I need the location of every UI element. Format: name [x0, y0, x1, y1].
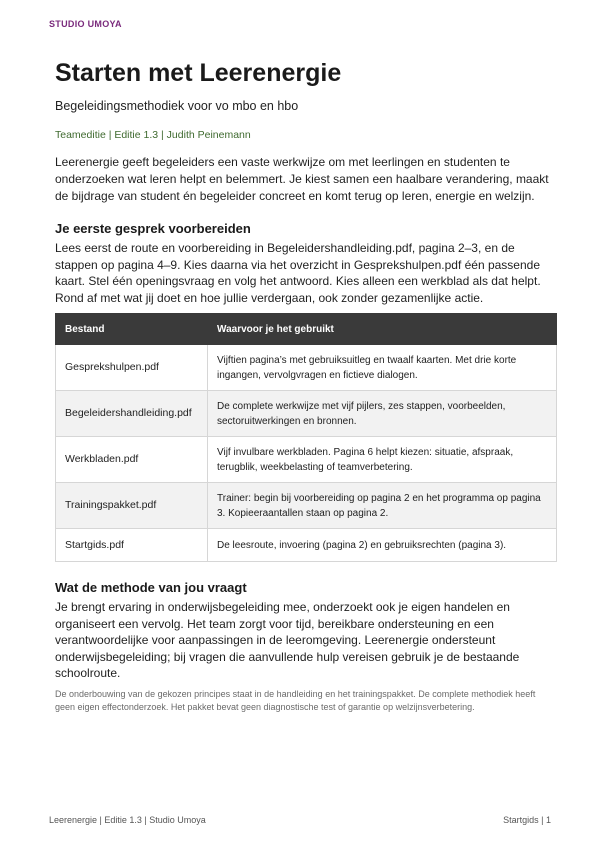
- files-table: [55, 313, 557, 562]
- footnote: De onderbouwing van de gekozen principes staat in de handleiding en het trainingspakket. De complete methodiek heeft geen eigen effectonderzoek. Het pakket bevat geen diagnostische test of garantie op welzijnsverbetering.: [55, 688, 536, 712]
- file-name-cell: Gesprekshulpen.pdf: [56, 345, 208, 391]
- file-use-cell: Vijf invulbare werkbladen. Pagina 6 helpt kiezen: situatie, afspraak, terugblik, weekbelasting of teamverbetering.: [208, 437, 557, 483]
- file-name-cell: Begeleidershandleiding.pdf: [56, 391, 208, 437]
- table-row: [56, 483, 557, 529]
- footer-left: Leerenergie | Editie 1.3 | Studio Umoya: [49, 815, 206, 825]
- file-name-cell: Werkbladen.pdf: [56, 437, 208, 483]
- table-header-row: [56, 314, 557, 345]
- file-name-cell: Trainingspakket.pdf: [56, 483, 208, 529]
- file-use-cell: De leesroute, invoering (pagina 2) en gebruiksrechten (pagina 3).: [208, 529, 557, 562]
- table-row: [56, 437, 557, 483]
- section-heading-requirements: Wat de methode van jou vraagt: [55, 580, 247, 595]
- table-row: [56, 529, 557, 562]
- column-header-use: Waarvoor je het gebruikt: [208, 314, 557, 345]
- page-subtitle: Begeleidingsmethodiek voor vo mbo en hbo: [55, 99, 299, 113]
- footer-page-number: Startgids | 1: [503, 815, 551, 825]
- column-header-file: Bestand: [56, 314, 208, 345]
- page-title: Starten met Leerenergie: [55, 59, 342, 87]
- section-body-preparation: Lees eerst de route en voorbereiding in Begeleidershandleiding.pdf, pagina 2–3, en de stappen op pagina 4–9. Kies daarna via het overzicht in Gesprekshulpen.pdf één passende kaart. Stel één openingsvraag en volg het antwoord. Kies alleen een werkblad als dat helpt. Rond af met wat jij doet en hoe jullie verdergaan, ook zonder gezamenlijke actie.: [55, 241, 541, 305]
- table-row: [56, 391, 557, 437]
- file-use-cell: De complete werkwijze met vijf pijlers, zes stappen, voorbeelden, sectoruitwerkingen en bronnen.: [208, 391, 557, 437]
- edition-meta: Teameditie | Editie 1.3 | Judith Peinemann: [55, 129, 251, 141]
- table-row: [56, 345, 557, 391]
- brand-label: STUDIO UMOYA: [49, 19, 122, 29]
- file-use-cell: Trainer: begin bij voorbereiding op pagina 2 en het programma op pagina 3. Kopieeraantallen staan op pagina 2.: [208, 483, 557, 529]
- section-body-requirements: Je brengt ervaring in onderwijsbegeleiding mee, onderzoekt ook je eigen handelen en organiseert een vervolg. Het team zorgt voor tijd, bereikbare ondersteuning en een verantwoordelijke voor aanpassingen in de leeromgeving. Leerenergie ondersteunt onderwijsbegeleiding; bij vragen die aanvullende hulp vereisen gebruik je de bestaande schoolroute.: [55, 600, 520, 680]
- intro-paragraph: Leerenergie geeft begeleiders een vaste werkwijze om met leerlingen en studenten te onderzoeken wat leren helpt en belemmert. Je kiest samen een haalbare verandering, maakt de bijdrage van student én begeleider concreet en komt terug op leren, energie en welzijn.: [55, 155, 549, 203]
- document-content: [55, 58, 557, 714]
- file-name-cell: Startgids.pdf: [56, 529, 208, 562]
- file-use-cell: Vijftien pagina’s met gebruiksuitleg en twaalf kaarten. Met drie korte ingangen, vervolgvragen en fictieve dialogen.: [208, 345, 557, 391]
- section-heading-preparation: Je eerste gesprek voorbereiden: [55, 221, 251, 236]
